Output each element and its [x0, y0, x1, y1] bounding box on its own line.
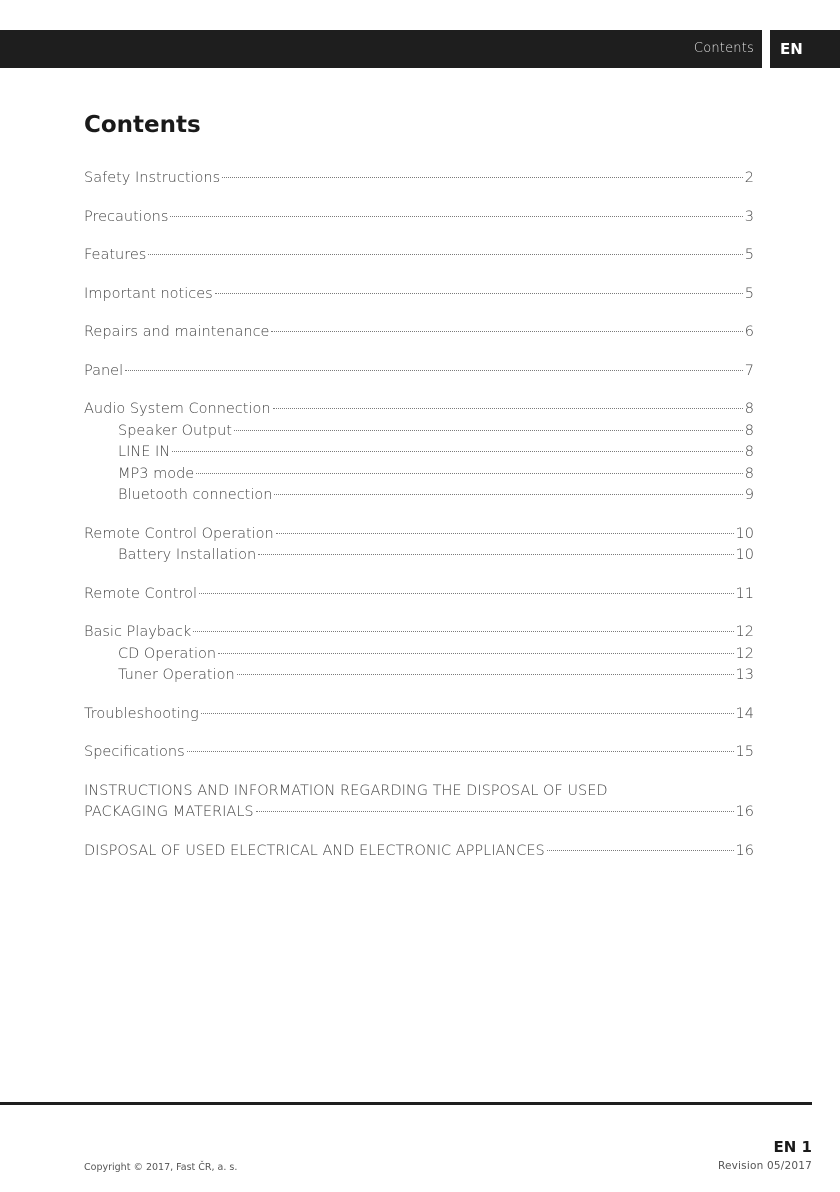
toc-entry[interactable] [84, 399, 754, 421]
footer-divider [0, 1102, 812, 1105]
toc-entry-label: Tuner Operation [118, 667, 235, 683]
header-section-label: Contents [693, 41, 754, 56]
toc-entry-label: PACKAGING MATERIALS [84, 804, 254, 820]
revision-label: Revision 05/2017 [717, 1160, 812, 1172]
toc-entry-page: 10 [735, 525, 754, 542]
toc-subentry[interactable] [84, 665, 754, 687]
toc-entry[interactable] [84, 245, 754, 267]
toc-leader-dots [218, 652, 733, 654]
page-title: Contents [84, 112, 201, 138]
toc-entry-label: Basic Playback [84, 624, 192, 640]
toc-entry[interactable] [84, 168, 754, 190]
toc-entry-page: 12 [735, 645, 754, 662]
page-number: EN 1 [773, 1138, 812, 1156]
toc-leader-dots [172, 450, 743, 452]
copyright-notice: Copyright © 2017, Fast ČR, a. s. [84, 1162, 238, 1173]
toc-leader-dots [199, 592, 734, 594]
toc-entry[interactable] [84, 524, 754, 546]
toc-entry-page: 12 [735, 624, 754, 640]
toc-entry-page: 11 [735, 585, 754, 602]
toc-leader-dots [274, 493, 742, 495]
toc-leader-dots [222, 176, 743, 178]
toc-entry[interactable] [84, 704, 754, 726]
toc-leader-dots [234, 429, 743, 431]
toc-entry-label: Specifications [84, 744, 185, 760]
toc-entry[interactable] [84, 361, 754, 383]
toc-entry-label: CD Operation [118, 645, 217, 662]
toc-entry-page: 8 [744, 465, 754, 482]
toc-entry[interactable] [84, 742, 754, 764]
toc-leader-dots [125, 369, 743, 371]
toc-entry-label: Important notices [84, 285, 213, 302]
toc-entry[interactable] [84, 322, 754, 344]
toc-leader-dots [187, 750, 734, 752]
toc-entry-label: Repairs and maintenance [84, 324, 270, 340]
toc-entry-page: 8 [744, 444, 754, 460]
language-tab: EN [770, 30, 840, 68]
toc-entry-page: 8 [744, 401, 754, 417]
toc-entry-label: Remote Control Operation [84, 525, 274, 542]
table-of-contents [84, 168, 754, 862]
toc-entry-label: Troubleshooting [84, 705, 199, 722]
toc-subentry[interactable] [84, 464, 754, 486]
toc-entry-page: 13 [735, 667, 754, 683]
toc-leader-dots [256, 810, 734, 812]
toc-entry-label: Audio System Connection [84, 401, 271, 417]
toc-entry-page: 6 [744, 324, 754, 340]
toc-entry-label: Speaker Output [118, 422, 232, 439]
toc-entry-page: 14 [735, 705, 754, 722]
toc-subentry[interactable] [84, 545, 754, 567]
toc-entry-page: 7 [744, 362, 754, 379]
toc-entry[interactable] [84, 841, 754, 863]
toc-entry-page: 2 [744, 170, 754, 186]
toc-entry-label: Battery Installation [118, 547, 257, 563]
toc-entry-label: Bluetooth connection [118, 487, 273, 503]
toc-leader-dots [170, 215, 742, 217]
toc-leader-dots [237, 673, 734, 675]
toc-leader-dots [273, 407, 743, 409]
toc-entry-label: Precautions [84, 208, 169, 225]
toc-entry-page: 15 [735, 744, 754, 760]
toc-entry-first-line[interactable]: INSTRUCTIONS AND INFORMATION REGARDING THE DISPOSAL OF USED [84, 782, 608, 799]
toc-entry-page: 3 [744, 208, 754, 225]
toc-entry[interactable] [84, 207, 754, 229]
toc-leader-dots [215, 292, 743, 294]
toc-leader-dots [271, 330, 742, 332]
toc-leader-dots [196, 472, 743, 474]
toc-subentry[interactable] [84, 485, 754, 507]
toc-subentry[interactable] [84, 442, 754, 464]
toc-entry-label: LINE IN [118, 444, 171, 460]
toc-entry-label: Panel [84, 362, 124, 379]
toc-entry-page: 5 [744, 285, 754, 302]
toc-entry[interactable] [84, 622, 754, 644]
toc-entry[interactable] [84, 802, 754, 824]
toc-entry-label: MP3 mode [118, 465, 195, 482]
toc-entry-label: Features [84, 247, 147, 263]
toc-entry-label: Remote Control [84, 585, 197, 602]
toc-entry-page: 8 [744, 422, 754, 439]
toc-leader-dots [193, 630, 733, 632]
toc-subentry[interactable] [84, 421, 754, 443]
toc-entry-page: 5 [744, 247, 754, 263]
toc-leader-dots [148, 253, 742, 255]
toc-entry[interactable] [84, 584, 754, 606]
toc-entry-label: DISPOSAL OF USED ELECTRICAL AND ELECTRONIC APPLIANCES [84, 842, 545, 859]
toc-entry[interactable] [84, 284, 754, 306]
toc-leader-dots [258, 553, 733, 555]
toc-entry-page: 16 [735, 804, 754, 820]
toc-entry-page: 9 [744, 487, 754, 503]
toc-leader-dots [276, 532, 734, 534]
header-bar [0, 30, 762, 68]
toc-leader-dots [201, 712, 734, 714]
toc-leader-dots [547, 849, 734, 851]
toc-subentry[interactable] [84, 644, 754, 666]
toc-entry-label: Safety Instructions [84, 170, 221, 186]
toc-entry-page: 16 [735, 842, 754, 859]
toc-entry-page: 10 [735, 547, 754, 563]
